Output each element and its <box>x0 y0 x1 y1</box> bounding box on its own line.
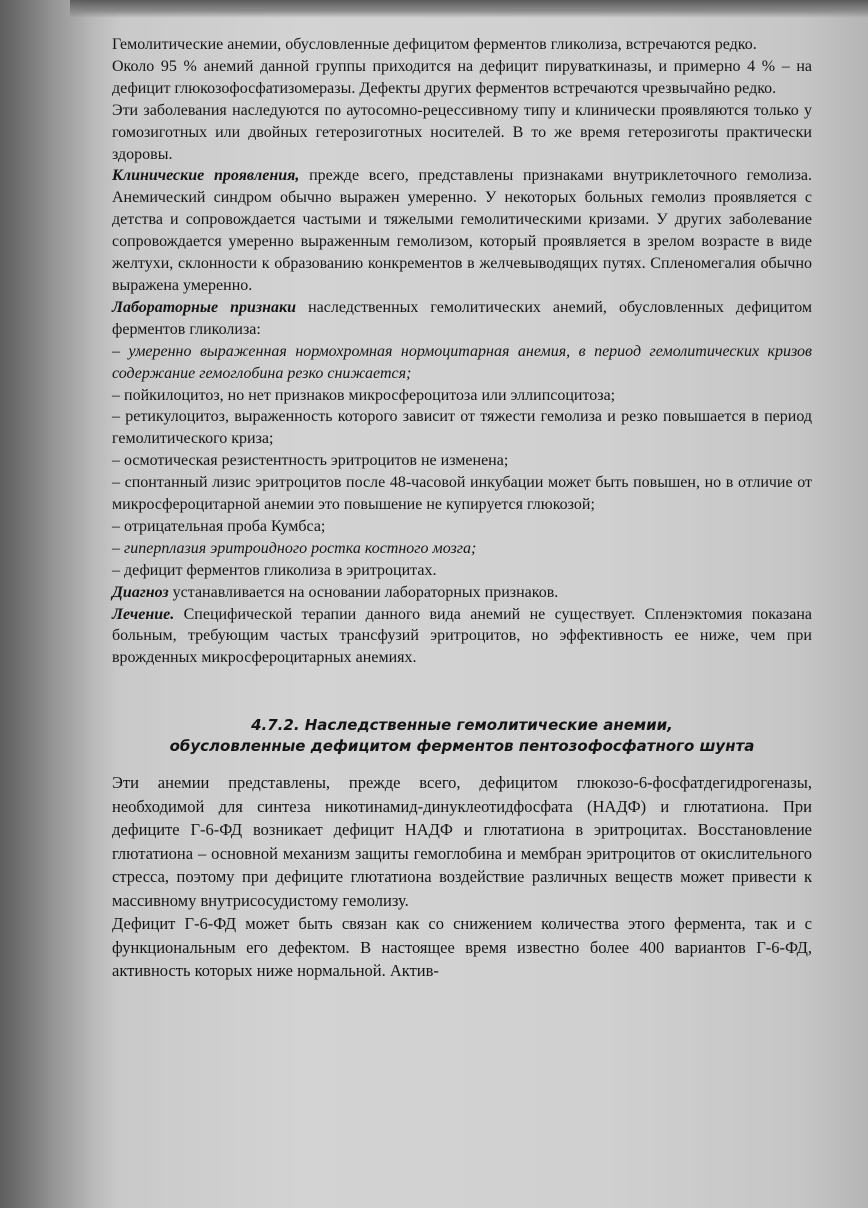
paragraph-g6pd-variants: Дефицит Г-6-ФД может быть связан как со снижением количества этого фермента, так и с функциональным его дефектом. В настоящее время известно более 400 вариантов Г-6-ФД, активность которых ниже нормальной. Актив- <box>112 914 812 981</box>
section-heading: 4.7.2. Наследственные гемолитические анемии, обусловленные дефицитом ферментов пентозофосфатного шунта <box>169 716 755 756</box>
lab-lead: Лабораторные признаки <box>112 298 297 316</box>
book-page <box>112 34 812 983</box>
list-item: – умеренно выраженная нормохромная нормоцитарная анемия, в период гемолитических кризов содержание гемоглобина резко снижается; <box>112 342 812 382</box>
paragraph-intro: Гемолитические анемии, обусловленные дефицитом ферментов гликолиза, встречаются редко. <box>112 36 757 53</box>
list-item: – спонтанный лизис эритроцитов после 48-часовой инкубации может быть повышен, но в отличие от микросфероцитарной анемии это повышение не купируется глюкозой; <box>112 474 812 514</box>
paragraph-g6pd: Эти анемии представлены, прежде всего, дефицитом глюкозо-6-фосфатдегидрогеназы, необходимой для синтеза никотинамид-динуклеотидфосфата (НАДФ) и глютатиона. При дефиците Г-6-ФД возникает дефицит НАДФ и глютатиона в эритроцитах. Восстановление глютатиона – основной механизм защиты гемоглобина и мембран эритроцитов от окислительного стресса, поэтому при дефиците глютатиона воздействие различных веществ может привести к массивному внутрисосудистому гемолизу. <box>112 773 812 910</box>
page-top-edge <box>70 0 868 18</box>
section-body <box>112 771 812 983</box>
page-gutter-shadow <box>0 0 90 1208</box>
clinical-lead: Клинические проявления, <box>112 167 300 185</box>
paragraph-frequency: Около 95 % анемий данной группы приходится на дефицит пируваткиназы, и примерно 4 % – на дефицит глюкозофосфатизомеразы. Дефекты других ферментов встречаются чрезвычайно редко. <box>112 57 812 97</box>
paragraph-inheritance: Эти заболевания наследуются по аутосомно-рецессивному типу и клинически проявляются только у гомозиготных или двойных гетерозиготных носителей. В то же время гетерозиготы практически здоровы. <box>112 101 812 163</box>
list-item: – гиперплазия эритроидного ростка костного мозга; <box>112 539 477 557</box>
list-item: – ретикулоцитоз, выраженность которого зависит от тяжести гемолиза и резко повышается в период гемолитического криза; <box>112 408 812 448</box>
paragraph-clinical: Клинические проявления, прежде всего, представлены признаками внутриклеточного гемолиза. Анемический синдром обычно выражен умеренно. У некоторых больных гемолиз проявляется с детства и сопровождается частыми и тяжелыми гемолитическими кризами. У других заболевание сопровождается умеренно выраженным гемолизом, который проявляется в зрелом возрасте в виде желтухи, склонности к образованию конкрементов в желчевыводящих путях. Спленомегалия обычно выражена умеренно. <box>112 167 813 294</box>
list-item: – отрицательная проба Кумбса; <box>112 517 326 535</box>
paragraph-treatment: Лечение. Специфической терапии данного вида анемий не существует. Спленэктомия показана больным, требующим частых трансфузий эритроцитов, но эффективность ее ниже, чем при врожденных микросфероцитарных анемиях. <box>112 605 812 667</box>
section-spacer <box>112 669 812 715</box>
paragraph-diagnosis: Диагноз устанавливается на основании лабораторных признаков. <box>112 583 559 601</box>
treatment-lead: Лечение. <box>112 605 175 623</box>
list-item: – осмотическая резистентность эритроцитов не изменена; <box>112 452 509 470</box>
diagnosis-lead: Диагноз <box>112 583 169 601</box>
paragraph-lab: Лабораторные признаки наследственных гемолитических анемий, обусловленных дефицитом ферментов гликолиза: <box>112 298 813 338</box>
list-item: – пойкилоцитоз, но нет признаков микросфероцитоза или эллипсоцитоза; <box>112 386 616 404</box>
list-item: – дефицит ферментов гликолиза в эритроцитах. <box>112 561 437 579</box>
